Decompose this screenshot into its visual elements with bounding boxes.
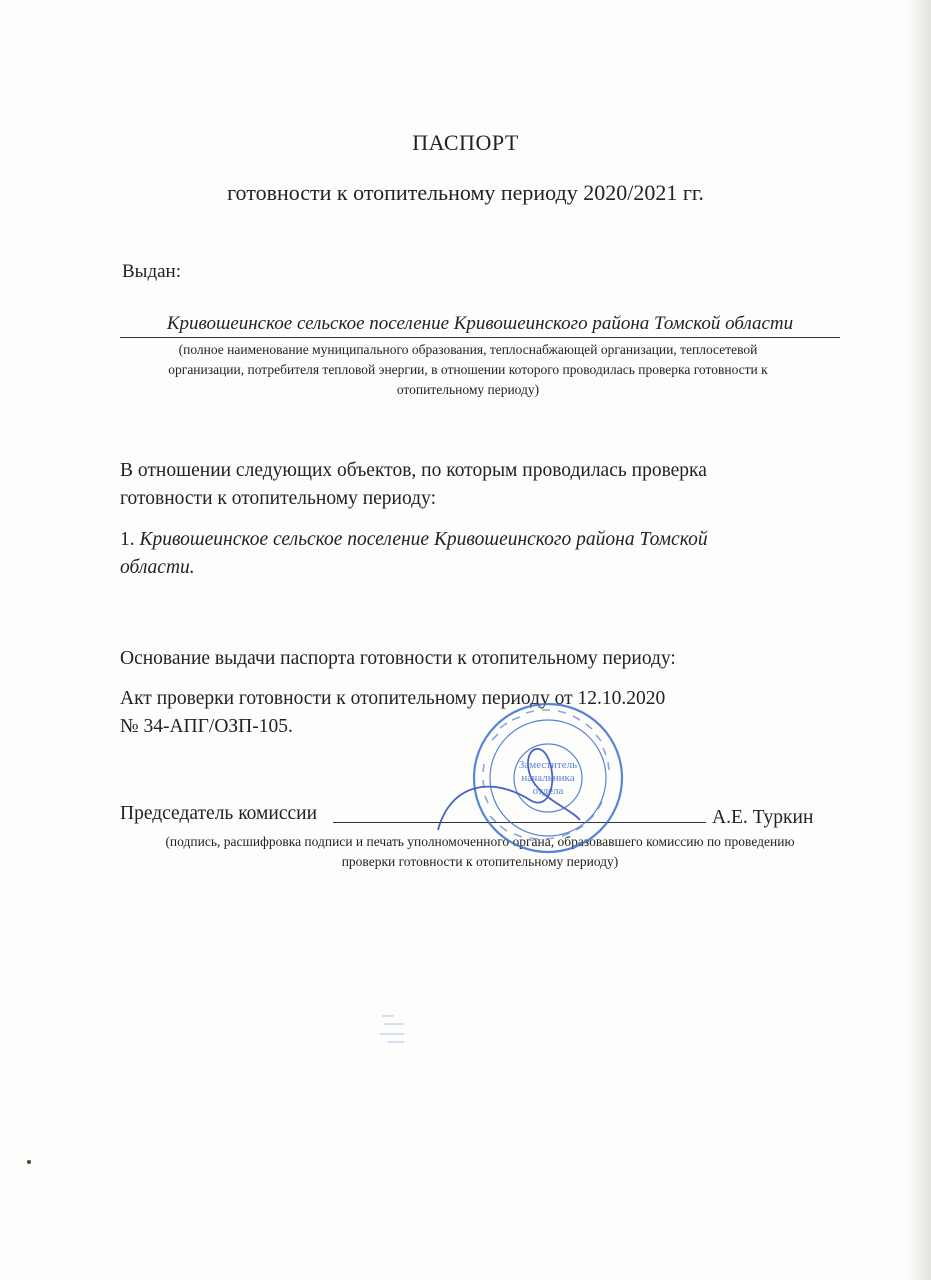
issued-label: Выдан: <box>122 261 181 282</box>
scan-speck <box>27 1160 31 1164</box>
faint-mark <box>378 1008 418 1050</box>
official-stamp <box>430 680 640 860</box>
signature-label: Председатель комиссии <box>120 803 318 824</box>
note-line: организации, потребителя тепловой энергии, в отношении которого проводилась проверка готовности к <box>168 362 768 377</box>
stamp-text-line: отдела <box>532 785 564 797</box>
basis-line: № 34-АПГ/ОЗП-105. <box>120 716 293 737</box>
document-subtitle: готовности к отопительному периоду 2020/2021 гг. <box>227 180 704 205</box>
stamp-text-line: Заместитель <box>518 759 578 771</box>
basis-label: Основание выдачи паспорта готовности к отопительному периоду: <box>120 648 676 669</box>
object-line: области. <box>120 557 195 578</box>
signature-name: А.Е. Туркин <box>712 807 814 828</box>
issued-to-note <box>110 340 826 400</box>
document-title: ПАСПОРТ <box>412 130 519 155</box>
issued-to-name: Кривошеинское сельское поселение Кривошеинского района Томской области <box>120 312 840 338</box>
note-line: (полное наименование муниципального образования, теплоснабжающей организации, теплосетевой <box>178 342 758 357</box>
object-item <box>120 526 708 582</box>
objects-intro <box>120 457 707 513</box>
note-line: (подпись, расшифровка подписи и печать уполномоченного органа, образовавшего комиссию по проведению <box>165 834 795 849</box>
objects-intro-line: В отношении следующих объектов, по которым проводилась проверка <box>120 460 707 481</box>
object-text: Кривошеинское сельское поселение Кривошеинского района Томской <box>134 529 708 550</box>
basis-line: Акт проверки готовности к отопительному периоду от 12.10.2020 <box>120 688 666 709</box>
object-line <box>120 526 708 554</box>
note-line: проверки готовности к отопительному периоду) <box>341 854 619 869</box>
note-line: отопительному периоду) <box>396 382 540 397</box>
objects-intro-line: готовности к отопительному периоду: <box>120 488 436 509</box>
stamp-text-line: начальника <box>521 772 575 784</box>
object-number: 1. <box>120 529 135 550</box>
